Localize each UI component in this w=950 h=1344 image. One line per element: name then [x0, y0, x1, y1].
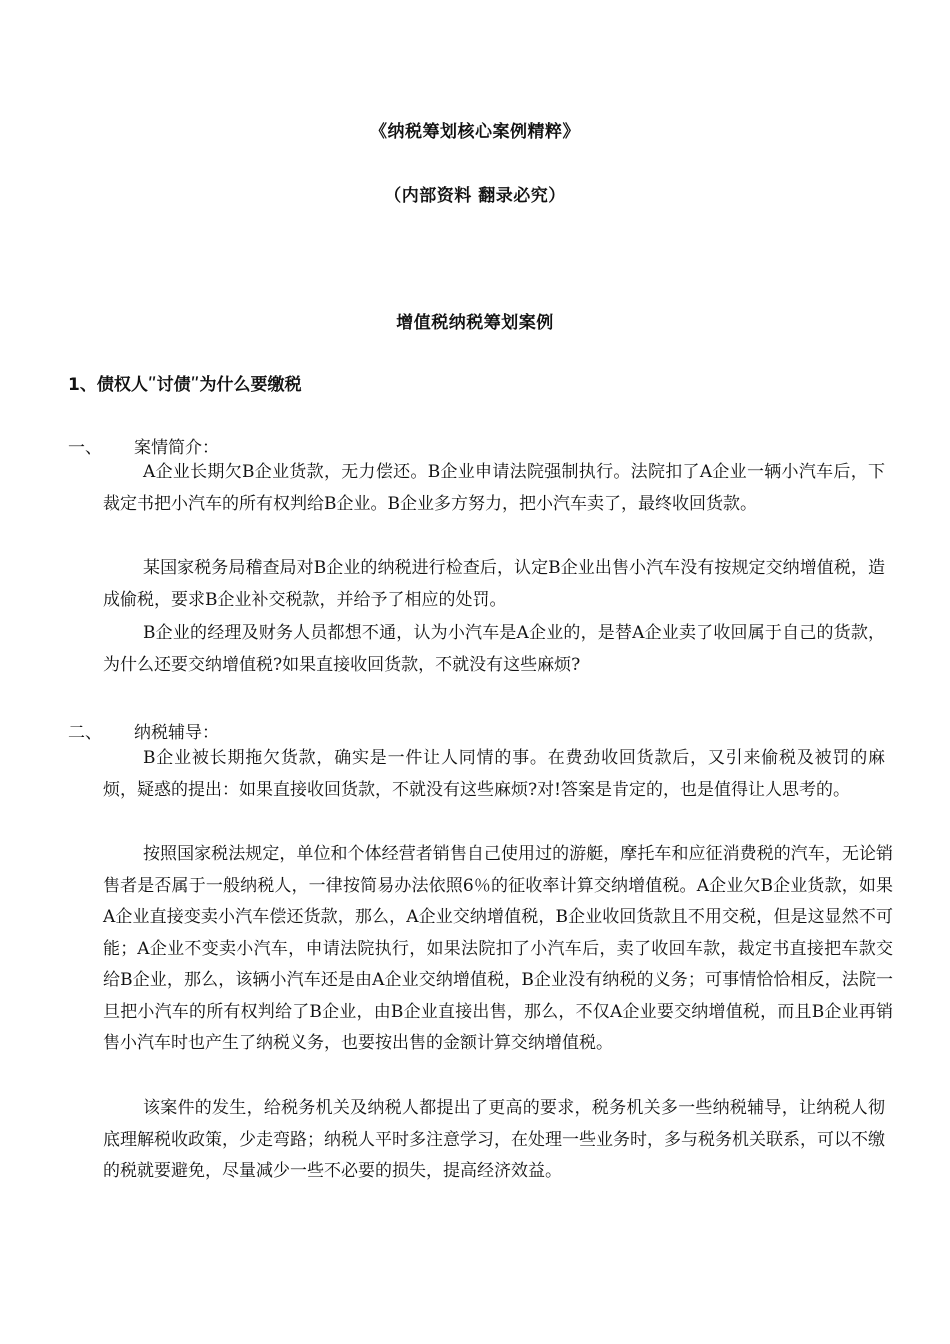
document-subtitle: （内部资料 翻录必究）: [384, 186, 566, 206]
document-title: 《纳税筹划核心案例精粹》: [370, 122, 580, 142]
paragraph: 按照国家税法规定，单位和个体经营者销售自己使用过的游艇，摩托车和应征消费税的汽车，无论销售者是否属于一般纳税人，一律按简易办法依照6％的征收率计算交纳增值税。A企业欠B企业货款，如果A企业直接变卖小汽车偿还货款，那么，A企业交纳增值税，B企业收回货款且不用交税，但是这显然不可能；A企业不变卖小汽车，申请法院执行，如果法院扣了小汽车后，卖了收回车款，裁定书直接把车款交给B企业，那么，该辆小汽车还是由A企业交纳增值税，B企业没有纳税的义务；可事情恰恰相反，法院一旦把小汽车的所有权判给了B企业，由B企业直接出售，那么，不仅A企业要交纳增值税，而且B企业再销售小汽车时也产生了纳税义务，也要按出售的金额计算交纳增值税。: [103, 844, 893, 1053]
section-heading-tax-guidance: [68, 718, 219, 743]
paragraph: 该案件的发生，给税务机关及纳税人都提出了更高的要求，税务机关多一些纳税辅导，让纳税人彻底理解税收政策，少走弯路；纳税人平时多注意学习，在处理一些业务时，多与税务机关联系，可以不缴的税就要避免，尽量减少一些不必要的损失，提高经济效益。: [103, 1098, 885, 1181]
section-number: 二、: [68, 723, 102, 743]
section-title: 增值税纳税筹划案例: [396, 313, 554, 333]
paragraph: 某国家税务局稽查局对B企业的纳税进行检查后，认定B企业出售小汽车没有按规定交纳增值税，造成偷税，要求B企业补交税款，并给予了相应的处罚。: [103, 558, 885, 610]
case-title: 1、债权人ʺ讨债ʺ为什么要缴税: [68, 375, 302, 395]
section-label: 纳税辅导：: [134, 723, 219, 743]
section-label: 案情简介：: [134, 438, 219, 458]
section-number: 一、: [68, 438, 102, 458]
paragraph: B企业的经理及财务人员都想不通，认为小汽车是A企业的，是替A企业卖了收回属于自己的货款，为什么还要交纳增值税?如果直接收回货款，不就没有这些麻烦?: [103, 623, 885, 675]
section-heading-case-summary: [68, 433, 219, 458]
paragraph: B企业被长期拖欠货款，确实是一件让人同情的事。在费劲收回货款后，又引来偷税及被罚的麻烦，疑惑的提出：如果直接收回货款，不就没有这些麻烦?对!答案是肯定的，也是值得让人思考的。: [103, 748, 885, 800]
paragraph: A企业长期欠B企业货款，无力偿还。B企业申请法院强制执行。法院扣了A企业一辆小汽车后，下裁定书把小汽车的所有权判给B企业。B企业多方努力，把小汽车卖了，最终收回货款。: [103, 462, 885, 514]
